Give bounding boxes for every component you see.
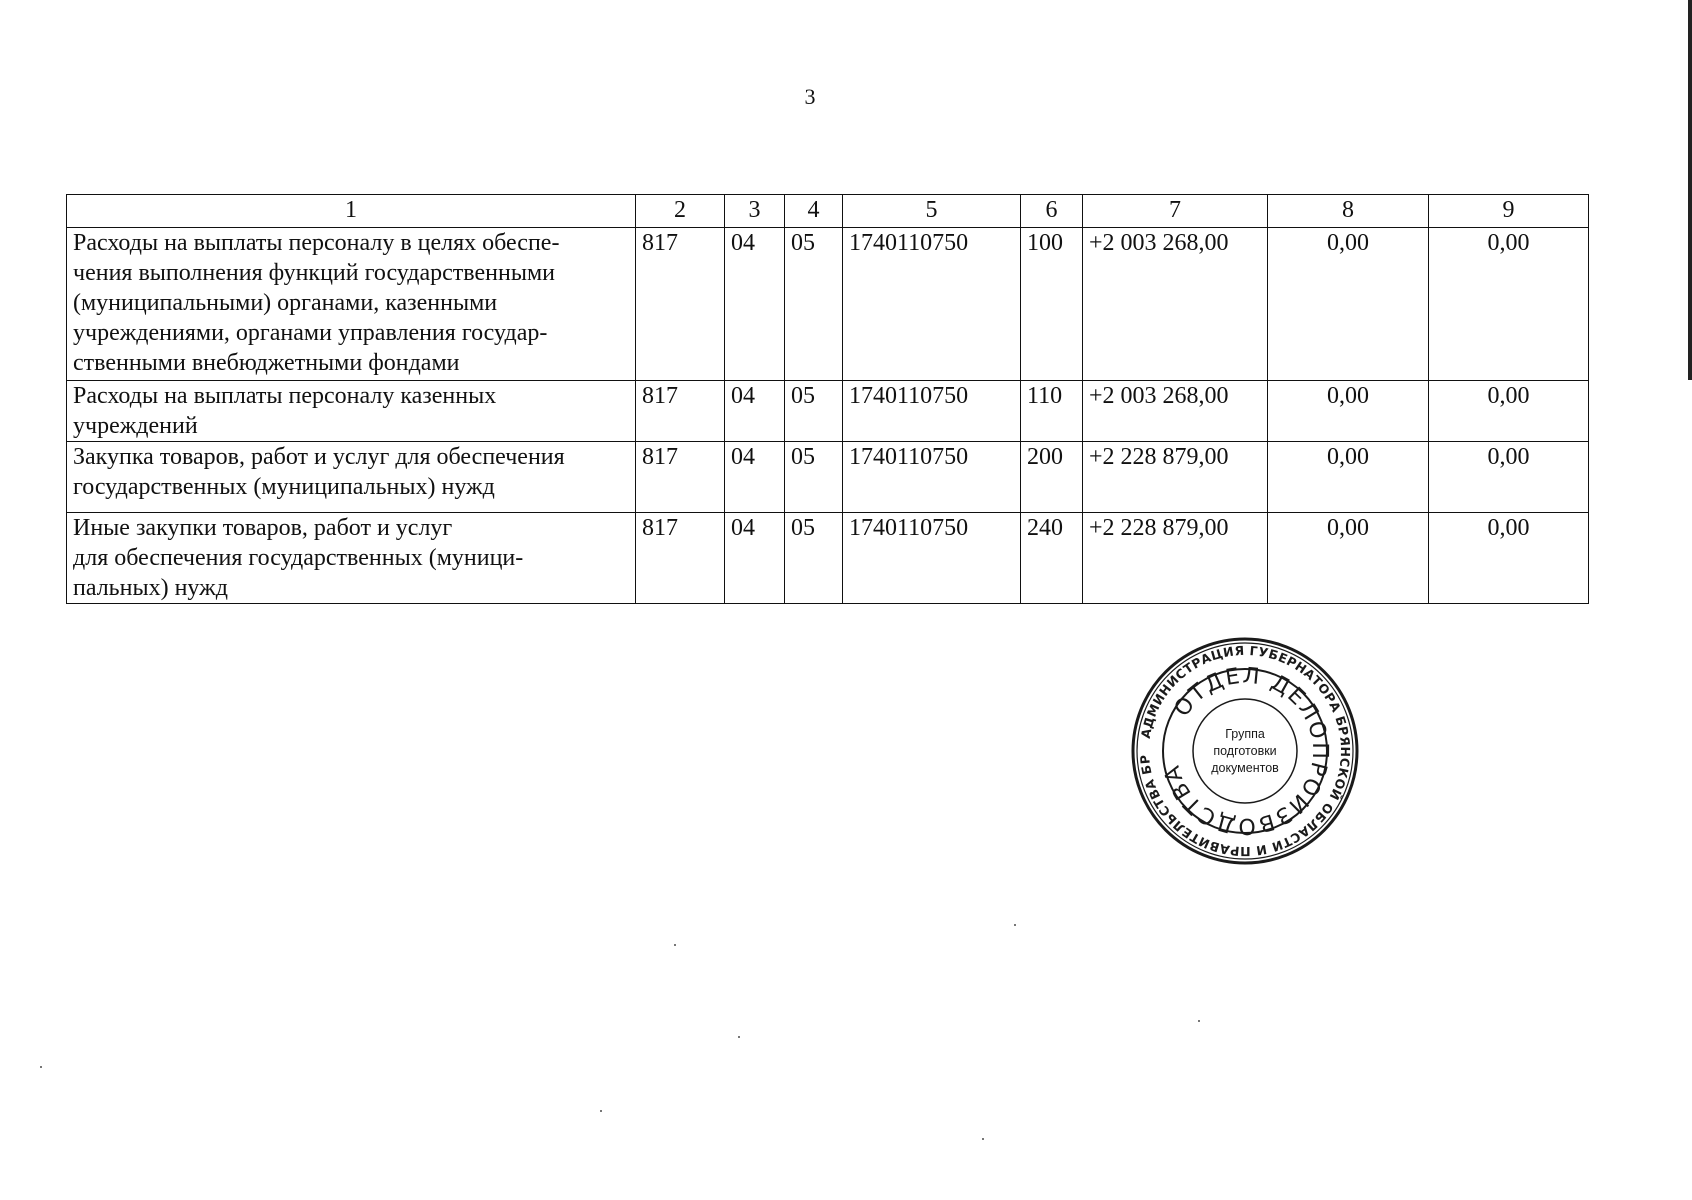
cell-amount: +2 228 879,00 <box>1083 513 1268 604</box>
table-row <box>67 381 1589 442</box>
cell-ministry-code: 817 <box>636 381 725 442</box>
scan-speck <box>674 944 676 946</box>
cell-subsection: 05 <box>785 442 843 513</box>
official-stamp <box>1130 636 1360 866</box>
cell-ministry-code: 817 <box>636 228 725 381</box>
column-header: 2 <box>636 195 725 228</box>
cell-amount: +2 003 268,00 <box>1083 381 1268 442</box>
row-description: Закупка товаров, работ и услуг для обеспечения государственных (муниципальных) нужд <box>67 442 636 513</box>
stamp-inner-text: ОТДЕЛ ДЕЛОПРОИЗВОДСТВА <box>1159 663 1333 839</box>
scan-edge-mark <box>1688 0 1692 380</box>
column-header: 7 <box>1083 195 1268 228</box>
cell-section: 04 <box>725 442 785 513</box>
page-number: 3 <box>804 84 816 109</box>
stamp-center-line: подготовки <box>1213 744 1277 758</box>
table-row <box>67 228 1589 381</box>
cell-amount: +2 003 268,00 <box>1083 228 1268 381</box>
cell-amount-year2: 0,00 <box>1268 228 1429 381</box>
cell-subsection: 05 <box>785 381 843 442</box>
column-header: 9 <box>1429 195 1589 228</box>
scan-speck <box>600 1110 602 1112</box>
stamp-outer-text: АДМИНИСТРАЦИЯ ГУБЕРНАТОРА БРЯНСКОЙ ОБЛАСТИ И ПРАВИТЕЛЬСТВА БР <box>1136 642 1354 860</box>
row-description: Расходы на выплаты персоналу казенных учреждений <box>67 381 636 442</box>
row-description: Иные закупки товаров, работ и услуг для обеспечения государственных (муници- пальных) нужд <box>67 513 636 604</box>
budget-table <box>66 194 1589 604</box>
cell-target-article: 1740110750 <box>843 228 1021 381</box>
table-row <box>67 442 1589 513</box>
scan-speck <box>1198 1020 1200 1022</box>
column-header: 1 <box>67 195 636 228</box>
column-header: 3 <box>725 195 785 228</box>
table-header-row <box>67 195 1589 228</box>
column-header: 5 <box>843 195 1021 228</box>
cell-target-article: 1740110750 <box>843 381 1021 442</box>
table-row <box>67 513 1589 604</box>
scan-speck <box>982 1138 984 1140</box>
cell-amount-year3: 0,00 <box>1429 513 1589 604</box>
row-description: Расходы на выплаты персоналу в целях обеспе- чения выполнения функций государственными (муниципальными) органами, казенными учреждениями, органами управления государ- ственными внебюджетными фондами <box>67 228 636 381</box>
cell-amount-year3: 0,00 <box>1429 381 1589 442</box>
cell-amount-year2: 0,00 <box>1268 381 1429 442</box>
cell-subsection: 05 <box>785 228 843 381</box>
cell-section: 04 <box>725 228 785 381</box>
cell-subsection: 05 <box>785 513 843 604</box>
column-header: 4 <box>785 195 843 228</box>
cell-ministry-code: 817 <box>636 442 725 513</box>
cell-amount-year2: 0,00 <box>1268 442 1429 513</box>
stamp-center-line: документов <box>1211 761 1279 775</box>
stamp-center-line: Группа <box>1225 727 1265 741</box>
cell-expense-type: 240 <box>1021 513 1083 604</box>
scan-speck <box>738 1036 740 1038</box>
stamp-seal <box>1130 636 1360 866</box>
cell-section: 04 <box>725 513 785 604</box>
cell-expense-type: 100 <box>1021 228 1083 381</box>
cell-expense-type: 110 <box>1021 381 1083 442</box>
column-header: 6 <box>1021 195 1083 228</box>
cell-section: 04 <box>725 381 785 442</box>
cell-amount-year2: 0,00 <box>1268 513 1429 604</box>
cell-amount: +2 228 879,00 <box>1083 442 1268 513</box>
cell-target-article: 1740110750 <box>843 442 1021 513</box>
cell-ministry-code: 817 <box>636 513 725 604</box>
scan-speck <box>40 1066 42 1068</box>
cell-target-article: 1740110750 <box>843 513 1021 604</box>
scan-speck <box>1014 924 1016 926</box>
cell-expense-type: 200 <box>1021 442 1083 513</box>
column-header: 8 <box>1268 195 1429 228</box>
cell-amount-year3: 0,00 <box>1429 442 1589 513</box>
cell-amount-year3: 0,00 <box>1429 228 1589 381</box>
